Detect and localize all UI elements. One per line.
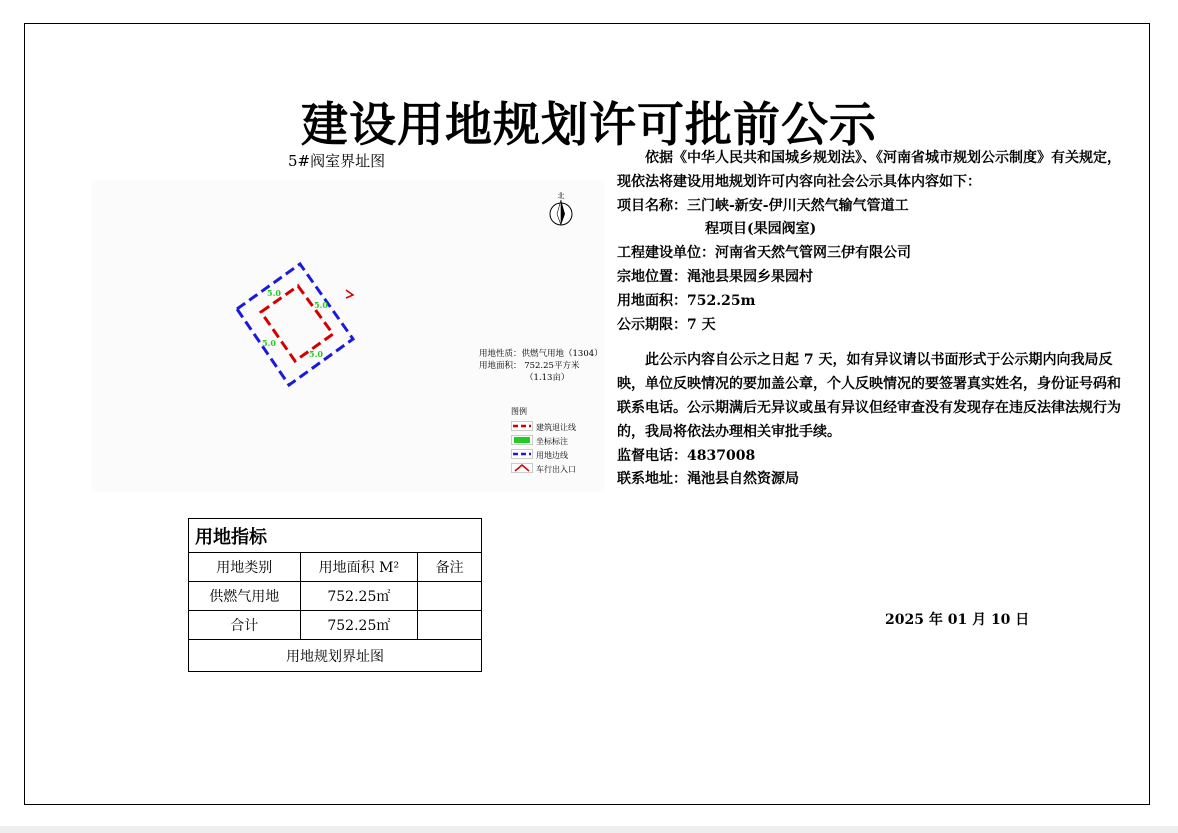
- green-coordinate-marker-icon: [511, 435, 533, 445]
- entrance-arrow-icon: [511, 463, 533, 473]
- land-use-nature: 用地性质：供燃气用地（1304）: [479, 349, 603, 359]
- land-boundary-polygon: [237, 264, 353, 385]
- site-boundary-map: [92, 180, 604, 492]
- project-name-line2: 程项目(果园阀室): [705, 221, 817, 238]
- dimension-label: 5.0: [314, 300, 328, 310]
- notice-period: 公示期限：7 天: [617, 316, 716, 333]
- blue-dashed-line-icon: [511, 449, 533, 459]
- dimension-label: 5.0: [262, 338, 276, 348]
- col-category-header: 用地类别: [189, 553, 301, 582]
- map-drawing: [92, 180, 604, 492]
- page-title: 建设用地规划许可批前公示: [301, 98, 877, 153]
- project-name-line1: 项目名称：三门峡-新安-伊川天然气输气管道工: [617, 197, 909, 214]
- contact-address: 联系地址：渑池县自然资源局: [617, 471, 799, 488]
- legend-label: 车行出入口: [536, 465, 576, 474]
- construction-unit: 工程建设单位：河南省天然气管网三伊有限公司: [617, 245, 911, 262]
- page-bottom-strip: [0, 826, 1178, 833]
- red-dashed-line-icon: [511, 421, 533, 431]
- legend-item: [511, 435, 568, 449]
- land-area-mu: （1.13亩）: [525, 373, 570, 383]
- dimension-label: 5.0: [267, 288, 281, 298]
- legend-item: [511, 421, 576, 435]
- table-heading: 用地指标: [189, 519, 482, 553]
- notice-text: [617, 147, 1127, 492]
- map-legend: [511, 406, 576, 477]
- cell-category: 供燃气用地: [189, 582, 301, 611]
- legend-item: [511, 449, 568, 463]
- cell-note: [418, 582, 482, 611]
- table-row: [189, 582, 482, 611]
- legend-label: 建筑退让线: [536, 423, 576, 432]
- cell-area: 752.25㎡: [300, 611, 418, 640]
- entrance-marker-icon: [346, 290, 353, 298]
- land-area: 用地面积：752.25m: [617, 292, 756, 309]
- cell-area: 752.25㎡: [300, 582, 418, 611]
- north-label: 北: [557, 192, 565, 200]
- legend-title: 图例: [511, 407, 527, 416]
- dimension-label: 5.0: [309, 349, 323, 359]
- notice-date: 2025 年 01 月 10 日: [885, 612, 1030, 628]
- land-info: [479, 348, 603, 384]
- table-row: [189, 611, 482, 640]
- north-arrow-icon: [550, 191, 572, 225]
- table-header-row: [189, 553, 482, 582]
- notice-intro: 依据《中华人民共和国城乡规划法》、《河南省城市规划公示制度》有关规定，现依法将建设用地规划许可内容向社会公示具体内容如下：: [617, 150, 1121, 190]
- land-area-info: 用地面积： 752.25平方米: [479, 361, 580, 371]
- col-note-header: 备注: [418, 553, 482, 582]
- land-indicator-table: [188, 518, 482, 672]
- legend-label: 坐标标注: [536, 437, 568, 446]
- supervision-phone: 监督电话：4837008: [617, 447, 756, 464]
- notice-body: 此公示内容自公示之日起 7 天，如有异议请以书面形式于公示期内向我局反映，单位反映情况的要加盖公章，个人反映情况的要签署真实姓名，身份证号码和联系电话。公示期满后无异议或虽有异议但经审查没有发现存在违反法律法规行为的，我局将依法办理相关审批手续。: [617, 352, 1121, 440]
- legend-label: 用地边线: [536, 451, 568, 460]
- site-location: 宗地位置：渑池县果园乡果园村: [617, 268, 813, 285]
- cell-note: [418, 611, 482, 640]
- legend-item: [511, 463, 576, 477]
- col-area-header: 用地面积 M²: [300, 553, 418, 582]
- map-title: 5#阀室界址图: [288, 152, 386, 170]
- cell-category: 合计: [189, 611, 301, 640]
- table-footer: 用地规划界址图: [189, 640, 482, 672]
